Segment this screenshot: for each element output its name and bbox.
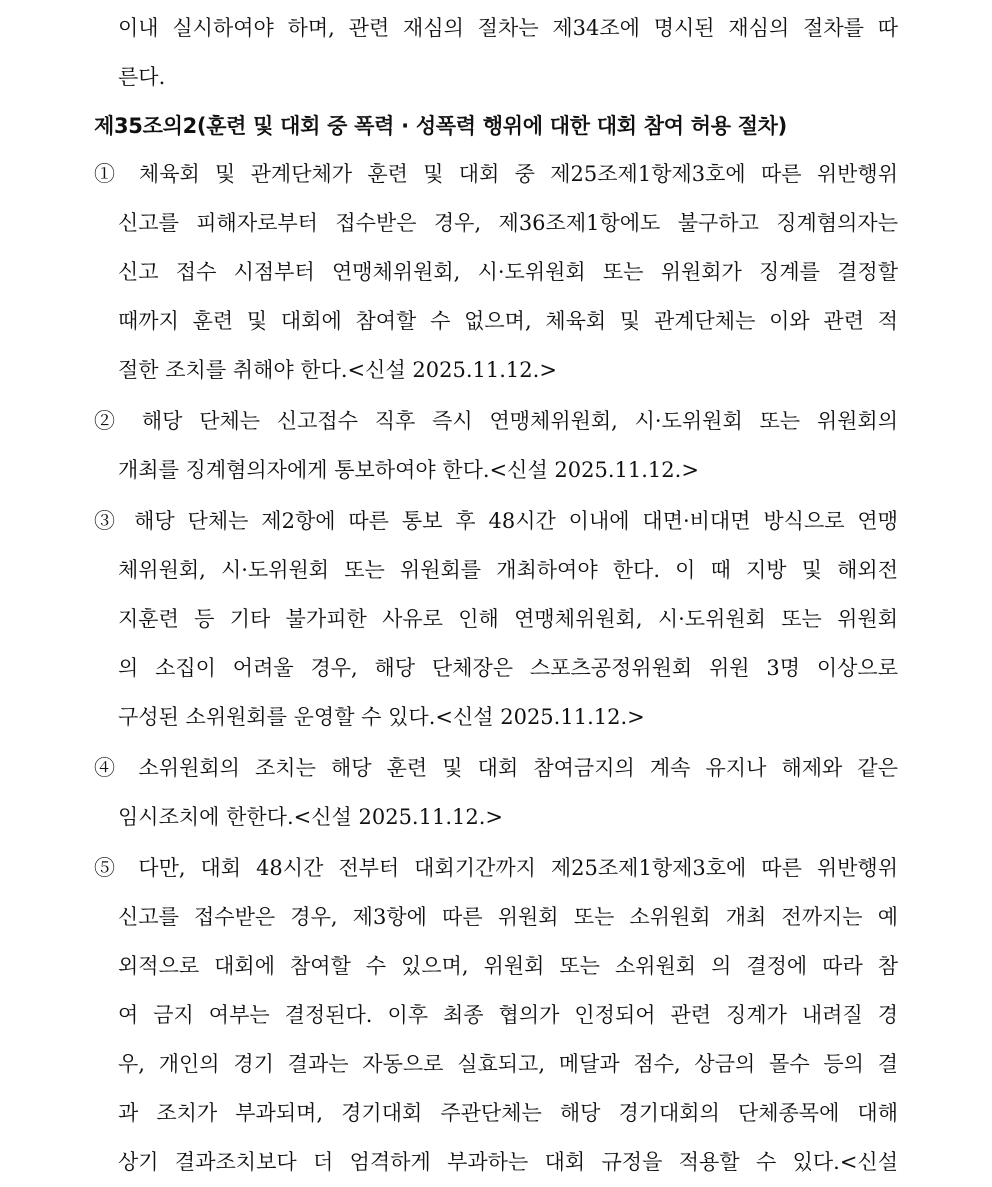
- text-line: 신고 접수 시점부터 연맹체위원회, 시·도위원회 또는 위원회가 징계를 결정할: [118, 260, 898, 284]
- text-line: 신고를 피해자로부터 접수받은 경우, 제36조제1항에도 불구하고 징계혐의자는: [118, 211, 898, 235]
- text-line: 체위원회, 시·도위원회 또는 위원회를 개최하여야 한다. 이 때 지방 및 해외전: [118, 558, 898, 582]
- text-line: 지훈련 등 기타 불가피한 사유로 인해 연맹체위원회, 시·도위원회 또는 위원회: [118, 607, 898, 631]
- text-line: 절한 조치를 취해야 한다.<신설 2025.11.12.>: [118, 358, 557, 382]
- text-line: ④ 소위원회의 조치는 해당 훈련 및 대회 참여금지의 계속 유지나 해제와 같은: [94, 756, 898, 780]
- text-line: 의 소집이 어려울 경우, 해당 단체장은 스포츠공정위원회 위원 3명 이상으로: [118, 656, 898, 680]
- text-line: ⑤ 다만, 대회 48시간 전부터 대회기간까지 제25조제1항제3호에 따른 위반행위: [94, 856, 898, 880]
- text-line: 개최를 징계혐의자에게 통보하여야 한다.<신설 2025.11.12.>: [118, 458, 699, 482]
- previous-article-continuation: [94, 0, 898, 102]
- text-line: ③ 해당 단체는 제2항에 따른 통보 후 48시간 이내에 대면·비대면 방식으로 연맹: [94, 509, 898, 533]
- text-line: 때까지 훈련 및 대회에 참여할 수 없으며, 체육회 및 관계단체는 이와 관련 적: [118, 309, 898, 333]
- text-line: 외적으로 대회에 참여할 수 있으며, 위원회 또는 소위원회 의 결정에 따라 참: [118, 954, 898, 978]
- text-line: 우, 개인의 경기 결과는 자동으로 실효되고, 메달과 점수, 상금의 몰수 등의 결: [118, 1052, 898, 1076]
- paragraph-5: [94, 844, 898, 1187]
- article-title: 제35조의2(훈련 및 대회 중 폭력 · 성폭력 행위에 대한 대회 참여 허용 절차): [94, 114, 787, 138]
- text-line: ① 체육회 및 관계단체가 훈련 및 대회 중 제25조제1항제3호에 따른 위반행위: [94, 162, 898, 186]
- paragraph-2: [94, 397, 898, 495]
- text-line: 구성된 소위원회를 운영할 수 있다.<신설 2025.11.12.>: [118, 705, 645, 729]
- paragraph-1: [94, 150, 898, 395]
- text-line: ② 해당 단체는 신고접수 직후 즉시 연맹체위원회, 시·도위원회 또는 위원회의: [94, 409, 898, 433]
- text-line: 른다.: [118, 65, 166, 89]
- text-line: 여 금지 여부는 결정된다. 이후 최종 협의가 인정되어 관련 징계가 내려질 경: [118, 1003, 898, 1027]
- text-line: 과 조치가 부과되며, 경기대회 주관단체는 해당 경기대회의 단체종목에 대해: [118, 1101, 898, 1125]
- paragraph-4: [94, 744, 898, 842]
- text-line: 상기 결과조치보다 더 엄격하게 부과하는 대회 규정을 적용할 수 있다.<신설: [118, 1150, 898, 1174]
- text-line: 신고를 접수받은 경우, 제3항에 따른 위원회 또는 소위원회 개최 전까지는 예: [118, 905, 898, 929]
- text-line: 이내 실시하여야 하며, 관련 재심의 절차는 제34조에 명시된 재심의 절차를 따: [118, 16, 898, 40]
- text-line: 임시조치에 한한다.<신설 2025.11.12.>: [118, 805, 503, 829]
- paragraph-3: [94, 497, 898, 742]
